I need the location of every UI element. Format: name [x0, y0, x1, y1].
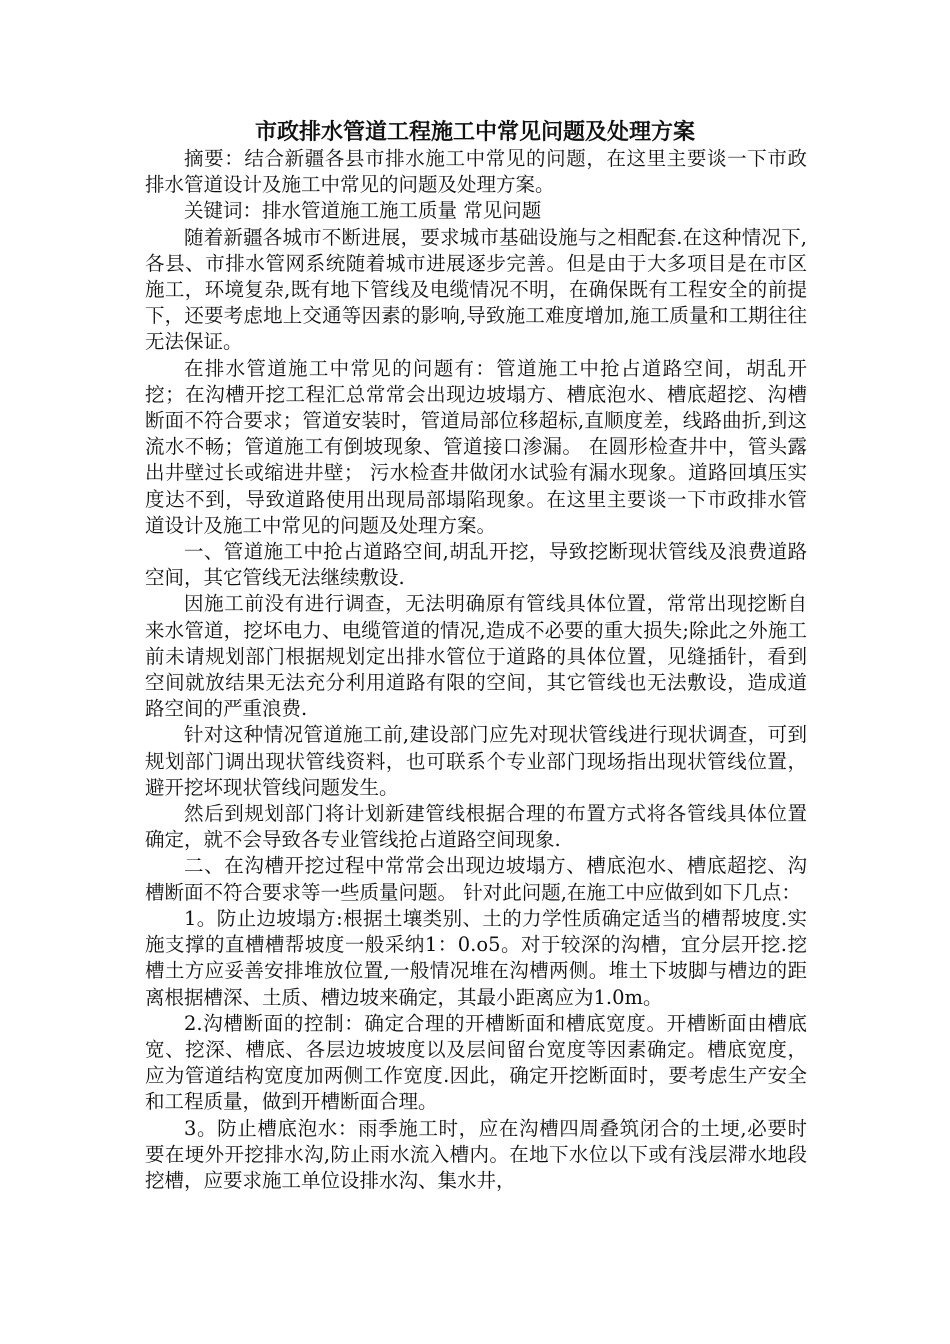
list-item-paragraph: 2.沟槽断面的控制：确定合理的开槽断面和槽底宽度。开槽断面由槽底宽、挖深、槽底、各层边坡坡度以及层间留台宽度等因素确定。槽底宽度，应为管道结构宽度加两侧工作宽度.因此，确定开挖断面时，要考虑生产安全和工程质量，做到开槽断面合理。 [145, 1011, 807, 1114]
body-paragraph: 针对这种情况管道施工前,建设部门应先对现状管线进行现状调查，可到规划部门调出现状管线资料，也可联系个专业部门现场指出现状管线位置，避开挖坏现状管线问题发生。 [145, 723, 807, 799]
keywords-paragraph: 关键词：排水管道施工施工质量 常见问题 [184, 199, 542, 223]
abstract-paragraph: 摘要：结合新疆各县市排水施工中常见的问题，在这里主要谈一下市政排水管道设计及施工中常见的问题及处理方案。 [145, 147, 807, 197]
body-paragraph: 在排水管道施工中常见的问题有：管道施工中抢占道路空间，胡乱开挖；在沟槽开挖工程汇总常常会出现边坡塌方、槽底泡水、槽底超挖、沟槽断面不符合要求；管道安装时，管道局部位移超标,直顺度差，线路曲折,到这流水不畅；管道施工有倒坡现象、管道接口渗漏。 在圆形检查井中，管头露出井壁过长或缩进井壁； 污水检查井做闭水试验有漏水现象。道路回填压实度达不到，导致道路使用出现局部塌陷现象。在这里主要谈一下市政排水管道设计及施工中常见的问题及处理方案。 [145, 356, 807, 537]
list-item-paragraph: 3。防止槽底泡水：雨季施工时，应在沟槽四周叠筑闭合的土埂,必要时要在埂外开挖排水沟,防止雨水流入槽内。在地下水位以下或有浅层滞水地段挖槽，应要求施工单位设排水沟、集水井， [145, 1116, 807, 1192]
section-heading-paragraph: 一、管道施工中抢占道路空间,胡乱开挖，导致挖断现状管线及浪费道路空间，其它管线无法继续敷设. [145, 540, 807, 590]
list-item-paragraph: 1。防止边坡塌方:根据土壤类别、土的力学性质确定适当的槽帮坡度.实施支撑的直槽槽帮坡度一般采纳1：0.o5。对于较深的沟槽，宜分层开挖.挖槽土方应妥善安排堆放位置,一般情况堆在沟槽两侧。堆土下坡脚与槽边的距离根据槽深、土质、槽边坡来确定，其最小距离应为1.0m。 [145, 906, 807, 1009]
body-paragraph: 随着新疆各城市不断进展，要求城市基础设施与之相配套.在这种情况下,各县、市排水管网系统随着城市进展逐步完善。但是由于大多项目是在市区施工，环境复杂,既有地下管线及电缆情况不明，在确保既有工程安全的前提下，还要考虑地上交通等因素的影响,导致施工难度增加,施工质量和工期往往无法保证。 [145, 225, 807, 354]
body-paragraph: 然后到规划部门将计划新建管线根据合理的布置方式将各管线具体位置确定，就不会导致各专业管线抢占道路空间现象. [145, 802, 807, 852]
document-title: 市政排水管道工程施工中常见问题及处理方案 [254, 120, 695, 145]
body-paragraph: 因施工前没有进行调查，无法明确原有管线具体位置，常常出现挖断自来水管道，挖坏电力、电缆管道的情况,造成不必要的重大损失;除此之外施工前未请规划部门根据规划定出排水管位于道路的具体位置，见缝插针，看到空间就放结果无法充分利用道路有限的空间，其它管线也无法敷设，造成道路空间的严重浪费. [145, 592, 807, 721]
section-heading-paragraph: 二、在沟槽开挖过程中常常会出现边坡塌方、槽底泡水、槽底超挖、沟槽断面不符合要求等一些质量问题。 针对此问题,在施工中应做到如下几点： [145, 854, 807, 904]
document-body [145, 146, 807, 1194]
